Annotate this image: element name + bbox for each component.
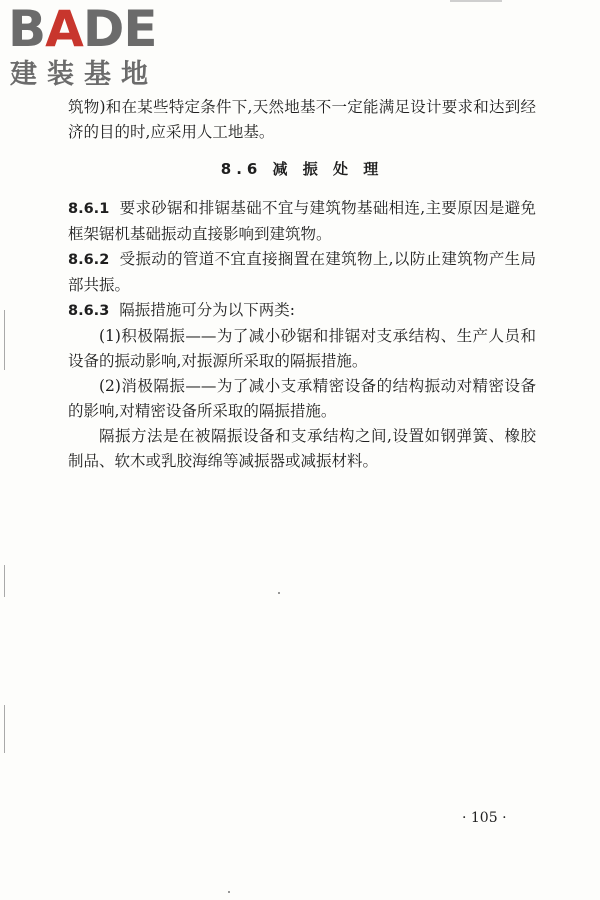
scan-speck bbox=[228, 891, 230, 893]
scan-speck bbox=[278, 592, 280, 594]
clause-number: 8.6.3 bbox=[68, 303, 110, 319]
list-item-active-isolation: (1)积极隔振——为了减小砂锯和排锯对支承结构、生产人员和设备的振动影响,对振源所采取的隔振措施。 bbox=[68, 327, 536, 370]
clause-8-6-3 bbox=[68, 298, 536, 324]
clause-text: 隔振措施可分为以下两类: bbox=[119, 301, 296, 319]
logo-letters-de: DE bbox=[82, 0, 157, 58]
clause-number: 8.6.1 bbox=[68, 201, 110, 217]
clause-8-6-2 bbox=[68, 247, 536, 298]
scan-edge-mark bbox=[4, 565, 5, 597]
scan-edge-mark bbox=[4, 705, 5, 753]
logo-letter-b: B bbox=[8, 0, 46, 58]
brand-logo bbox=[8, 0, 178, 94]
clause-text: 受振动的管道不宜直接搁置在建筑物上,以防止建筑物产生局部共振。 bbox=[68, 250, 536, 294]
list-item-passive-isolation: (2)消极隔振——为了减小支承精密设备的结构振动对精密设备的影响,对精密设备所采取的隔振措施。 bbox=[68, 377, 536, 420]
logo-letter-a: A bbox=[45, 0, 83, 58]
page-number: · 105 · bbox=[462, 810, 507, 826]
scan-top-mark bbox=[450, 0, 502, 2]
clause-text: 要求砂锯和排锯基础不宜与建筑物基础相连,主要原因是避免框架锯机基础振动直接影响到建筑物。 bbox=[68, 199, 536, 243]
document-body bbox=[68, 95, 536, 474]
clause-number: 8.6.2 bbox=[68, 252, 110, 268]
section-heading: 8.6 减 振 处 理 bbox=[220, 160, 384, 178]
continuation-paragraph: 筑物)和在某些特定条件下,天然地基不一定能满足设计要求和达到经济的目的时,应采用人工地基。 bbox=[68, 98, 536, 141]
logo-subtitle: 建装基地 bbox=[10, 59, 158, 90]
closing-paragraph: 隔振方法是在被隔振设备和支承结构之间,设置如钢弹簧、橡胶制品、软木或乳胶海绵等减振器或减振材料。 bbox=[68, 427, 536, 470]
scan-edge-mark bbox=[4, 310, 5, 370]
logo-wordmark bbox=[8, 0, 157, 58]
clause-8-6-1 bbox=[68, 196, 536, 247]
